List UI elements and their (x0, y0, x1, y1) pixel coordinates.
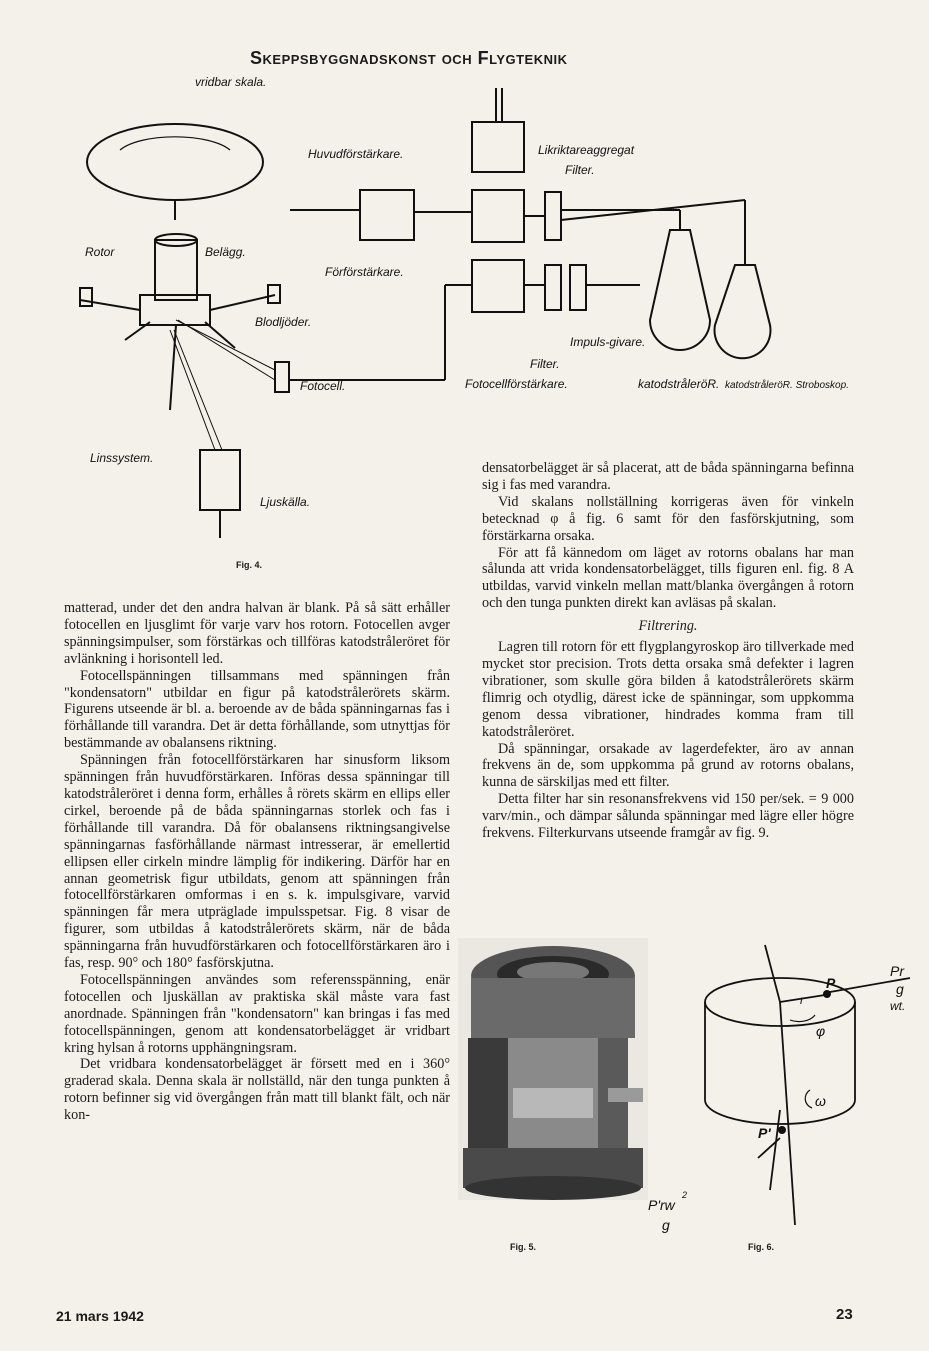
left-paragraph-1: matterad, under det den andra halvan är blank. På så sätt erhåller fotocellen en ljusglimt för varje varv hos rotorn. Fotocellen avger spänningsimpulser, som förstärkas och tillföras katodstråleröret för avlänkning i horisontell led. (64, 600, 450, 667)
cathode-ray-tube (650, 230, 710, 350)
label-fotocellforst: Fotocellförstärkare. (465, 377, 568, 391)
fig6-diagram (640, 940, 920, 1240)
subheading-filtrering: Filtrering. (638, 618, 698, 635)
main-amplifier-box (472, 122, 524, 172)
label-ljuskalla: Ljuskälla. (260, 495, 311, 509)
label-pprime: P' (758, 1125, 771, 1141)
label-belagg: Belägg. (205, 245, 246, 259)
right-paragraph-1: densatorbelägget är så placerat, att de båda spänningarna befinna sig i fas med varandra. (482, 460, 854, 493)
light-source (200, 450, 240, 510)
impulse-box (570, 265, 586, 310)
rotatable-scale (87, 124, 263, 200)
label-fotocell: Fotocell. (300, 379, 346, 393)
main-amplifier-box-2 (472, 190, 524, 242)
label-prw: P'rw (648, 1197, 675, 1213)
running-header: Skeppsbyggnadskonst och Flygteknik (250, 48, 568, 68)
left-paragraph-5: Det vridbara kondensatorbelägget är försett med en i 360° graderad skala. Denna skala är nollställd, när den tunga punkten å rotorn befinner sig vid övergången från matt till blankt fält, och när kon- (64, 1056, 450, 1124)
page-number: 23 (836, 1306, 853, 1323)
stroboscope-tube (715, 265, 771, 358)
label-filter-low: Filter. (530, 357, 560, 371)
label-phi: φ (816, 1023, 826, 1039)
label-wt: wt. (890, 999, 906, 1013)
pre-amplifier-box (360, 190, 414, 240)
right-paragraph-3: För att få kännedom om läget av rotorns obalans har man sålunda att vrida kondensatorbelägget, tills figuren enl. fig. 8 A utbildas, varvid vinkeln mellan matt/blanka övergången å rotorn och den tunga punkten direkt kan avläsas på skalan. (482, 544, 854, 612)
left-column (64, 600, 450, 1124)
label-impuls: Impuls-givare. (570, 335, 646, 349)
footer-date: 21 mars 1942 (56, 1308, 144, 1324)
left-paragraph-2: Fotocellspänningen tillsammans med spänningen från "kondensatorn" utbildar en figur på katodstrålerörets skärm. Figurens utseende är bl. a. beroende av de båda spänningarnas fas i förhållande till varandra. Det är detta förhållande, som utnyttjas för bestämmande av obalansens riktning. (64, 667, 450, 752)
fig5-photo (458, 938, 648, 1200)
label-forforst: Förförstärkare. (325, 265, 404, 279)
fig6-caption: Fig. 6. (748, 1242, 775, 1252)
label-p: P (826, 975, 836, 991)
right-paragraph-2: Vid skalans nollställning korrigeras även för vinkeln betecknad φ å fig. 6 samt för den fasförskjutning, som förstärkarna orsaka. (482, 493, 854, 544)
filter-low (545, 265, 561, 310)
label-sq: 2 (682, 1190, 688, 1200)
label-omega: ω (815, 1093, 826, 1109)
label-likrikt: Likriktareaggregat (538, 143, 635, 157)
label-huvud: Huvudförstärkare. (308, 147, 404, 161)
fig5-caption: Fig. 5. (510, 1242, 537, 1252)
label-katodstrob: katodstråleröR. Stroboskop. (725, 380, 849, 391)
label-r: r (800, 993, 804, 1007)
label-g2: g (662, 1217, 670, 1233)
label-filter-top: Filter. (565, 163, 595, 177)
label-rotor: Rotor (85, 245, 115, 259)
photocell (275, 362, 289, 392)
label-blodljoder: Blodljöder. (255, 315, 312, 329)
left-paragraph-4: Fotocellspänningen användes som referensspänning, enär fotocellen och ljuskällan av praktiska skäl måste vara fast anordnade. Spänningen från "kondensatorn" kan bringas i fas med fotocellspänningen, genom att kondensatorbelägget är vridbart kring hylsan å rotorns upphängningsram. (64, 971, 450, 1056)
label-g1: g (896, 981, 904, 997)
right-paragraph-5: Då spänningar, orsakade av lagerdefekter, äro av annan frekvens än de, som uppkomma på grund av rotorns obalans, kunna de särskiljas med ett filter. (482, 740, 854, 791)
right-column (482, 460, 854, 842)
label-pr: Pr (890, 963, 904, 979)
right-paragraph-6: Detta filter har sin resonansfrekvens vid 150 per/sek. = 9 000 varv/min., och dämpar sålunda spänningar med lägre eller högre frekvens. Filterkurvans utseende framgår av fig. 9. (482, 791, 854, 842)
label-linssystem: Linssystem. (90, 451, 154, 465)
rotor-cylinder (155, 240, 197, 300)
label-skala: vridbar skala. (195, 75, 267, 89)
left-paragraph-3: Spänningen från fotocellförstärkaren har sinusform liksom spänningen från huvudförstärkaren. Införas dessa spänningar till katodstråleröret i denna form, erhålles å rörets skärm en ellips eller cirkel, beroende på de båda spänningarnas storlek och fas i förhållande till varandra. Då för obalansens riktningsangivelse spänningarnas fasförhållande närmast intresserar, är emellertid ellipsen eller cirkeln mindre lämplig för indikering. Därför har en annan geometrisk figur utbildats, genom att spänningen från fotocellförstärkaren omformas i en s. k. impulsgivare, varvid spänningen får mera utpräglade impulsspetsar. Fig. 8 visar de figurer, som utbildas å katodstrålerörets skärm, när de båda spänningarna från huvudförstärkaren och fotocellförstärkaren äro i fas, resp. 90° och 180° fasförskjutna. (64, 752, 450, 972)
filter-top (545, 192, 561, 240)
photocell-amplifier-box (472, 260, 524, 312)
right-paragraph-4: Lagren till rotorn för ett flygplangyroskop äro tillverkade med mycket stor precision. Trots detta orsaka små defekter i lagren vibrationer, som skulle göra bilden å katodstrålerörets skärm flimrig och otydlig, därest icke de spänningar, som uppkomma genom dessa vibrationer, hindrades komma fram till katodstråleröret. (482, 639, 854, 740)
fig4-caption: Fig. 4. (236, 560, 263, 570)
label-katodroer: katodstråleröR. (638, 377, 720, 391)
